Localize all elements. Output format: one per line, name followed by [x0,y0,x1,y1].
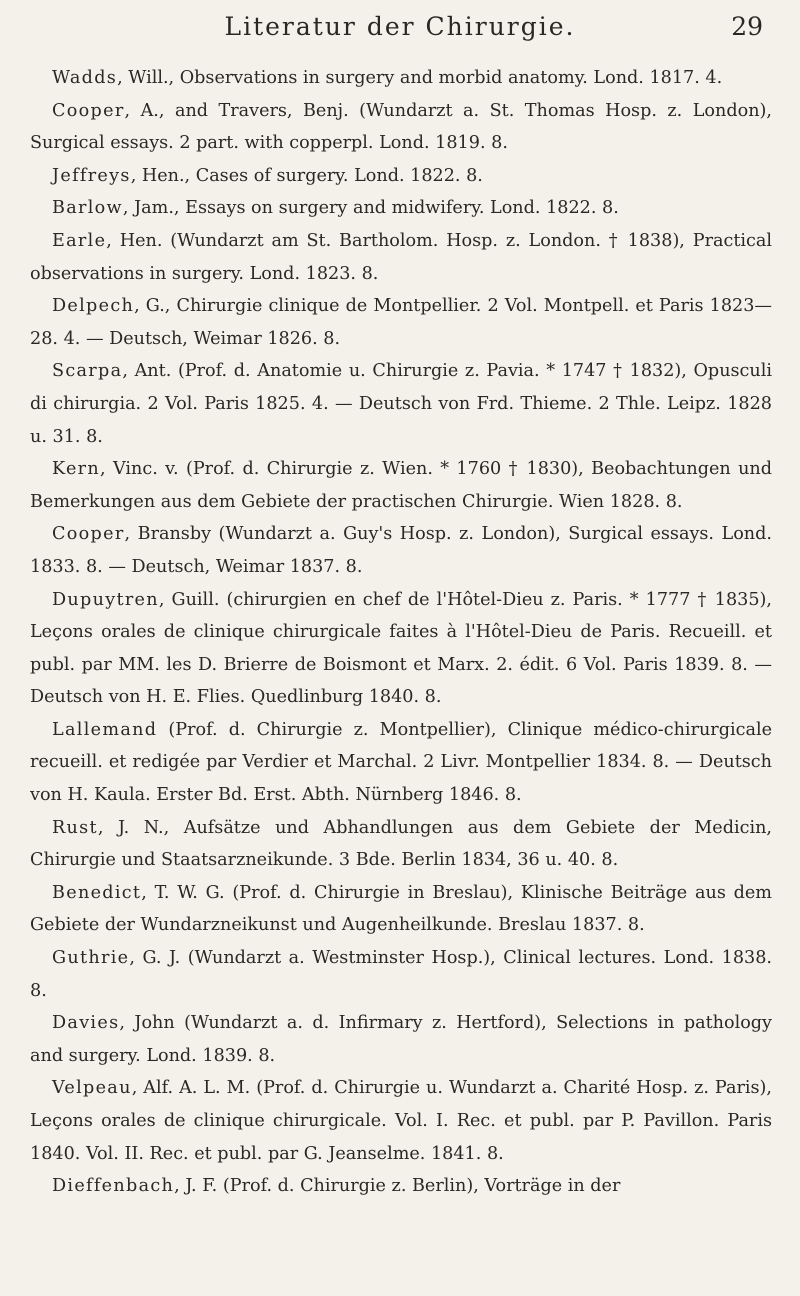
bibliography-entry [30,225,772,290]
entry-text: , J. F. (Prof. d. Chirurgie z. Berlin), Vorträge in der [174,1176,621,1197]
entry-author: Barlow [52,198,123,219]
entry-author: Lallemand [52,719,158,740]
entry-text: , Jam., Essays on surgery and midwifery. Lond. 1822. 8. [122,198,619,219]
entry-text: , Alf. A. L. M. (Prof. d. Chirurgie u. Wundarzt a. Charité Hosp. z. Paris), Leçons orales de clinique chirurgicale. Vol. I. Rec. et publ. par P. Pavillon. Paris 1840. Vol. II. Rec. et publ. par G. Jeanselme. 1841. 8. [30,1078,772,1164]
page-header [0,10,800,50]
entry-author: Cooper [52,524,125,545]
bibliography-entry [30,877,772,942]
page-number: 29 [731,12,763,41]
entry-author: Guthrie [52,948,130,969]
bibliography-entry [30,518,772,583]
entry-text: , Hen. (Wundarzt am St. Bartholom. Hosp. z. London. † 1838), Practical observations in surgery. Lond. 1823. 8. [30,230,772,284]
entry-author: Benedict [52,882,142,903]
bibliography-entry [30,355,772,453]
entry-text: , Will., Observations in surgery and morbid anatomy. Lond. 1817. 4. [117,68,723,88]
entry-text: , G., Chirurgie clinique de Montpellier. 2 Vol. Montpell. et Paris 1823—28. 4. — Deutsch, Weimar 1826. 8. [30,296,772,349]
entry-author: Jeffreys [52,165,131,186]
entry-text: , J. N., Aufsätze und Abhandlungen aus dem Gebiete der Medicin, Chirurgie und Staatsarzneikunde. 3 Bde. Berlin 1834, 36 u. 40. 8. [30,817,772,871]
bibliography-entry [30,95,772,160]
bibliography-entry [30,942,772,1007]
bibliography-entry [30,1170,772,1203]
bibliography-list [30,62,772,1203]
entry-text: , Hen., Cases of surgery. Lond. 1822. 8. [130,165,483,186]
running-title: Literatur der Chirurgie. [224,12,576,41]
entry-text: , G. J. (Wundarzt a. Westminster Hosp.), Clinical lectures. Lond. 1838. 8. [30,948,772,1001]
entry-text: , Guill. (chirurgien en chef de l'Hôtel-Dieu z. Paris. * 1777 † 1835), Leçons orales de clinique chirurgicale faites à l'Hôtel-Dieu de Paris. Recueill. et publ. par MM. les D. Brierre de Boismont et Marx. 2. édit. 6 Vol. Paris 1839. 8. — Deutsch von H. E. Flies. Quedlinburg 1840. 8. [30,589,772,708]
entry-author: Scarpa [52,361,123,382]
entry-author: Kern [52,459,101,480]
entry-text: , T. W. G. (Prof. d. Chirurgie in Breslau), Klinische Beiträge aus dem Gebiete der Wundarzneikunst und Augenheilkunde. Breslau 1837. 8. [30,882,772,936]
bibliography-entry [30,584,772,714]
entry-text: , John (Wundarzt a. d. Infirmary z. Hertford), Selections in pathology and surgery. Lond. 1839. 8. [30,1013,772,1066]
bibliography-entry [30,160,772,193]
bibliography-entry [30,714,772,812]
entry-author: Wadds [52,68,118,88]
entry-author: Cooper [52,100,125,121]
entry-author: Dupuytren [52,589,159,610]
bibliography-entry [30,290,772,355]
entry-text: , Bransby (Wundarzt a. Guy's Hosp. z. London), Surgical essays. Lond. 1833. 8. — Deutsch, Weimar 1837. 8. [30,524,772,577]
entry-author: Earle [52,230,107,251]
entry-author: Dieffenbach [52,1176,175,1197]
entry-text: , A., and Travers, Benj. (Wundarzt a. St. Thomas Hosp. z. London), Surgical essays. 2 part. with copperpl. Lond. 1819. 8. [30,100,772,154]
entry-author: Davies [52,1013,120,1034]
bibliography-entry [30,62,772,95]
entry-text: , Vinc. v. (Prof. d. Chirurgie z. Wien. * 1760 † 1830), Beobachtungen und Bemerkungen aus dem Gebiete der practischen Chirurgie. Wien 1828. 8. [30,459,772,512]
entry-text: , Ant. (Prof. d. Anatomie u. Chirurgie z. Pavia. * 1747 † 1832), Opusculi di chirurgia. 2 Vol. Paris 1825. 4. — Deutsch von Frd. Thieme. 2 Thle. Leipz. 1828 u. 31. 8. [30,361,772,447]
entry-author: Velpeau [52,1078,132,1099]
bibliography-entry [30,1007,772,1072]
bibliography-entry [30,812,772,877]
entry-author: Rust [52,817,98,838]
bibliography-entry [30,192,772,225]
bibliography-entry [30,1072,772,1170]
entry-text: (Prof. d. Chirurgie z. Montpellier), Clinique médico-chirurgicale recueill. et redigée par Verdier et Marchal. 2 Livr. Montpellier 1834. 8. — Deutsch von H. Kaula. Erster Bd. Erst. Abth. Nürnberg 1846. 8. [30,719,772,806]
bibliography-entry [30,453,772,518]
entry-author: Delpech [52,296,135,317]
